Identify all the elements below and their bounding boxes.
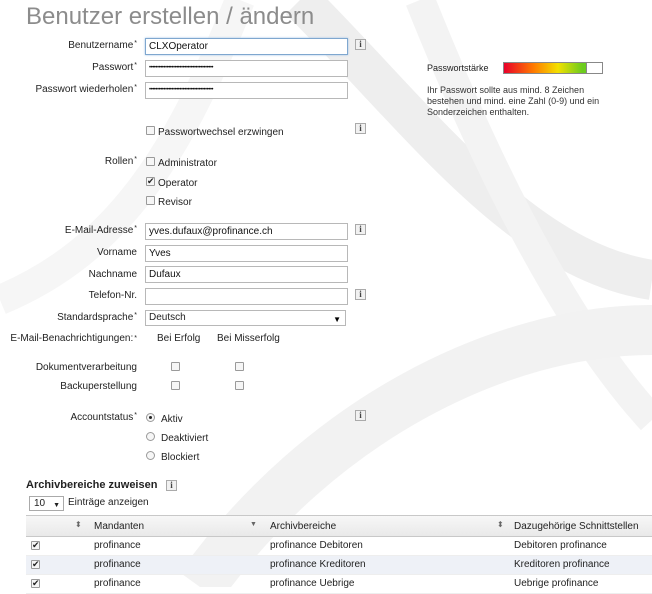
table-header xyxy=(26,515,652,537)
status-aktiv-label: Aktiv xyxy=(161,414,183,425)
status-blockiert-radio[interactable] xyxy=(146,451,155,460)
account-status-info-icon[interactable]: i xyxy=(355,410,366,421)
role-operator-checkbox[interactable]: ✔ xyxy=(147,176,155,186)
password-strength-meter xyxy=(503,62,603,74)
notifications-label: E-Mail-Benachrichtigungen:* xyxy=(10,333,137,344)
password-strength-label: Passwortstärke xyxy=(427,63,489,73)
password-label: Passwort* xyxy=(92,62,137,73)
notifications-success-header: Bei Erfolg xyxy=(157,333,201,344)
chevron-down-icon: ▼ xyxy=(53,502,60,509)
cell-schnittstelle: Kreditoren profinance xyxy=(514,559,610,570)
sort-icon[interactable]: ⬍ xyxy=(75,520,82,529)
roles-label: Rollen* xyxy=(104,156,137,167)
email-info-icon[interactable]: i xyxy=(355,224,366,235)
status-deaktiviert-radio[interactable] xyxy=(146,432,155,441)
column-header-archivbereiche[interactable]: Archivbereiche xyxy=(270,521,337,532)
row-checkbox[interactable]: ✔ xyxy=(32,540,40,550)
notify-backup-failure-checkbox[interactable] xyxy=(235,381,244,390)
firstname-field[interactable]: Yves xyxy=(145,245,348,262)
row-checkbox[interactable]: ✔ xyxy=(32,559,40,569)
username-label: Benutzername* xyxy=(68,40,137,51)
archive-info-icon[interactable]: i xyxy=(166,480,177,491)
sort-icon[interactable]: ⬍ xyxy=(497,520,504,529)
table-row[interactable] xyxy=(26,537,652,556)
firstname-label: Vorname xyxy=(96,247,137,258)
role-administrator-checkbox[interactable] xyxy=(146,157,155,166)
sort-down-icon[interactable]: ▼ xyxy=(250,521,257,528)
page-length-select[interactable] xyxy=(29,496,64,511)
cell-bereich: profinance Debitoren xyxy=(270,540,363,551)
page-length-suffix: Einträge anzeigen xyxy=(68,497,149,508)
email-label: E-Mail-Adresse* xyxy=(64,225,137,236)
notification-row-label: Backuperstellung xyxy=(60,381,137,392)
force-change-checkbox[interactable] xyxy=(146,126,155,135)
cell-bereich: profinance Kreditoren xyxy=(270,559,366,570)
table-row[interactable] xyxy=(26,556,652,575)
role-revisor-checkbox[interactable] xyxy=(146,196,155,205)
password-repeat-field[interactable]: •••••••••••••••••••••••••••••••••••••••• xyxy=(145,82,348,99)
cell-schnittstelle: Uebrige profinance xyxy=(514,578,599,589)
password-field[interactable]: •••••••••••••••••••••••••••••••••••••••• xyxy=(145,60,348,77)
archive-table xyxy=(26,515,652,594)
notify-doc-failure-checkbox[interactable] xyxy=(235,362,244,371)
password-strength-remaining xyxy=(586,63,602,73)
lastname-label: Nachname xyxy=(88,269,137,280)
cell-mandant: profinance xyxy=(94,559,141,570)
username-field[interactable]: CLXOperator xyxy=(145,38,348,55)
force-change-label: Passwortwechsel erzwingen xyxy=(158,127,284,138)
cell-bereich: profinance Uebrige xyxy=(270,578,355,589)
archive-section-title: Archivbereiche zuweisen xyxy=(26,479,158,491)
status-deaktiviert-label: Deaktiviert xyxy=(161,433,209,444)
language-select[interactable] xyxy=(145,310,346,326)
phone-info-icon[interactable]: i xyxy=(355,289,366,300)
password-hint: Ihr Passwort sollte aus mind. 8 Zeichen bestehen und mind. eine Zahl (0-9) und ein Sonderzeichen enthalten. xyxy=(427,85,600,117)
table-row[interactable] xyxy=(26,575,652,594)
language-select-value: Deutsch xyxy=(149,312,186,323)
phone-label: Telefon-Nr. xyxy=(88,290,137,301)
role-administrator-label: Administrator xyxy=(158,158,217,169)
role-operator-label: Operator xyxy=(158,178,198,189)
role-revisor-label: Revisor xyxy=(158,197,192,208)
cell-schnittstelle: Debitoren profinance xyxy=(514,540,607,551)
notify-doc-success-checkbox[interactable] xyxy=(171,362,180,371)
page-length-value: 10 xyxy=(34,498,46,509)
column-header-schnittstellen[interactable]: Dazugehörige Schnittstellen xyxy=(514,521,639,532)
phone-field[interactable] xyxy=(145,288,348,305)
notification-row-label: Dokumentverarbeitung xyxy=(35,362,137,373)
email-field[interactable]: yves.dufaux@profinance.ch xyxy=(145,223,348,240)
page-title: Benutzer erstellen / ändern xyxy=(26,3,315,30)
status-blockiert-label: Blockiert xyxy=(161,452,200,463)
lastname-field[interactable]: Dufaux xyxy=(145,266,348,283)
column-header-mandanten[interactable]: Mandanten xyxy=(94,521,145,532)
account-status-label: Accountstatus* xyxy=(70,412,137,423)
row-checkbox[interactable]: ✔ xyxy=(32,578,40,588)
password-repeat-label: Passwort wiederholen* xyxy=(35,84,137,95)
force-change-info-icon[interactable]: i xyxy=(355,123,366,134)
language-label: Standardsprache* xyxy=(57,312,137,323)
chevron-down-icon: ▼ xyxy=(333,315,341,324)
cell-mandant: profinance xyxy=(94,578,141,589)
notify-backup-success-checkbox[interactable] xyxy=(171,381,180,390)
status-aktiv-radio[interactable] xyxy=(146,413,155,422)
username-info-icon[interactable]: i xyxy=(355,39,366,50)
notifications-failure-header: Bei Misserfolg xyxy=(217,333,280,344)
cell-mandant: profinance xyxy=(94,540,141,551)
